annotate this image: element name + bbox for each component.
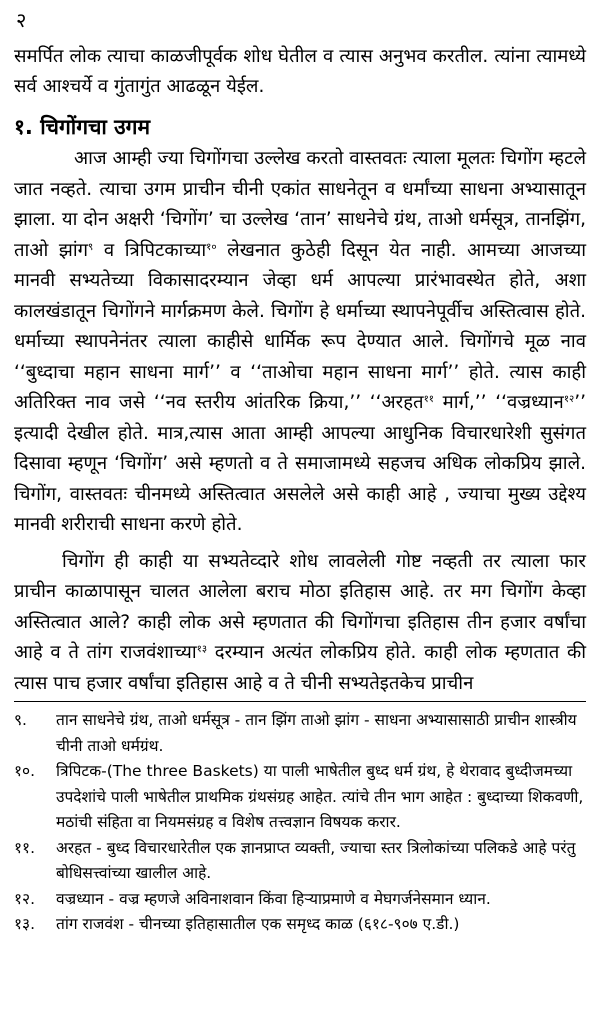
footnote-number: ११. xyxy=(14,838,36,857)
body-paragraph-1 xyxy=(14,144,586,541)
page-number: २ xyxy=(16,8,27,32)
intro-text: समर्पित लोक त्याचा काळजीपूर्वक शोध घेतील व त्यास अनुभव करतील. त्यांना त्यामध्ये सर्व आश्चर्ये व गुंतागुंत आढळून येईल. xyxy=(14,46,586,97)
footnote-divider xyxy=(14,701,586,702)
footnote-item xyxy=(14,912,586,938)
footnote-ref-10: १० xyxy=(206,241,217,253)
paragraph-text: ’’ इत्यादी देखील होते. मात्र,त्यास आता आम्ही आपल्या आधुनिक विचारधारेशी सुसंगत दिसावा म्हणून ‘चिगोंग’ असे म्हणतो व ते समाजामध्ये सहजच अधिक लोकप्रिय झाले. चिगोंग, वास्तवतः चीनमध्ये अस्तित्वात असलेले असे काही आहे , ज्याचा मुख्य उद्देश्य मानवी शरीराची साधना करणे होते. xyxy=(14,392,586,535)
footnotes xyxy=(14,708,586,938)
footnote-number: १०. xyxy=(14,762,36,780)
footnote-number: १२. xyxy=(14,889,36,908)
footnote-item xyxy=(14,759,586,836)
footnote-number: ९. xyxy=(14,711,27,729)
footnote-text: वज्रध्यान - वज्र म्हणजे अविनाशवान किंवा हिऱ्याप्रमाणे व मेघगर्जनेसमान ध्यान. xyxy=(56,889,491,908)
footnote-item xyxy=(14,887,586,913)
footnote-text: त्रिपिटक-(The three Baskets) या पाली भाषेतील बुध्द धर्म ग्रंथ, हे थेरावाद बुध्दीजमच्या उपदेशांचे पाली भाषेतील प्राथमिक ग्रंथसंग्रह आहेत. त्यांचे तीन भाग आहेत : बुध्दाच्या शिकवणी, मठांची संहिता वा नियमसंग्रह व विशेष तत्त्वज्ञान विषयक करार. xyxy=(56,762,584,831)
paragraph-text: मार्ग,’’ ‘‘वज्रध्यान xyxy=(433,392,564,413)
paragraph-text: लेखनात कुठेही दिसून येत नाही. आमच्या आजच्या मानवी सभ्यतेच्या विकासादरम्यान जेव्हा धर्म आपल्या प्रारंभावस्थेत होते, अशा कालखंडातून चिगोंगने मार्गक्रमण केले. चिगोंग हे धर्माच्या स्थापनेपूर्वीच अस्तित्वास होते. धर्माच्या स्थापनेनंतर त्याला काहीसे धार्मिक रूप देण्यात आले. चिगोंगचे मूळ नाव ‘‘बुध्दाचा महान साधना मार्ग’’ व ‘‘ताओचा महान साधना मार्ग’’ होते. त्यास काही अतिरिक्त नाव जसे ‘‘नव स्तरीय आंतरिक क्रिया,’’ ‘‘अरहत xyxy=(14,239,586,413)
footnote-ref-11: ११ xyxy=(423,394,434,405)
paragraph-text: चिगोंग ही काही या सभ्यतेव्दारे शोध लावलेली गोष्ट नव्हती तर त्याला फार प्राचीन काळापासून चालत आलेला बराच मोठा इतिहास आहे. तर मग चिगोंग केव्हा अस्तित्वात आले? काही लोक असे म्हणतात की चिगोंगचा इतिहास तीन हजार वर्षांचा आहे व ते तांग राजवंशाच्या xyxy=(14,550,586,663)
footnote-ref-13: १३ xyxy=(196,644,208,655)
footnote-text: अरहत - बुध्द विचारधारेतील एक ज्ञानप्राप्त व्यक्ती, ज्याचा स्तर त्रिलोकांच्या पलिकडे आहे परंतु बोधिसत्त्वांच्या खालील आहे. xyxy=(56,838,576,882)
footnote-item xyxy=(14,708,586,759)
body-paragraph-2 xyxy=(14,547,586,700)
footnote-text: तांग राजवंश - चीनच्या इतिहासातील एक समृध्द काळ (६१८-९०७ ए.डी.) xyxy=(56,915,460,933)
section-heading: १. चिगोंगचा उगम xyxy=(14,115,151,139)
footnote-item xyxy=(14,836,586,887)
paragraph-text: आज आम्ही ज्या चिगोंगचा उल्लेख करतो वास्तवतः त्याला मूलतः चिगोंग म्हटले जात नव्हते. त्याचा उगम प्राचीन चीनी एकांत साधनेतून व धर्मांच्या साधना अभ्यासातून झाला. या दोन अक्षरी ‘चिगोंग’ चा उल्लेख ‘तान’ साधनेचे ग्रंथ, ताओ धर्मसूत्र, तानझिंग, ताओ झांग xyxy=(14,148,586,261)
footnote-text: तान साधनेचे ग्रंथ, ताओ धर्मसूत्र - तान झिंग ताओ झांग - साधना अभ्यासासाठी प्राचीन शास्त्रीय चीनी ताओ धर्मग्रंथ. xyxy=(56,711,577,755)
footnote-ref-12: १२ xyxy=(563,394,575,405)
paragraph-text: दरम्यान अत्यंत लोकप्रिय होते. काही लोक म्हणतात की त्यास पाच हजार वर्षांचा इतिहास आहे व ते चीनी सभ्यतेइतकेच प्राचीन xyxy=(14,642,586,694)
footnote-ref-9: ९ xyxy=(88,241,94,253)
footnote-number: १३. xyxy=(14,915,36,933)
paragraph-text: व त्रिपिटकाच्या xyxy=(93,239,207,261)
